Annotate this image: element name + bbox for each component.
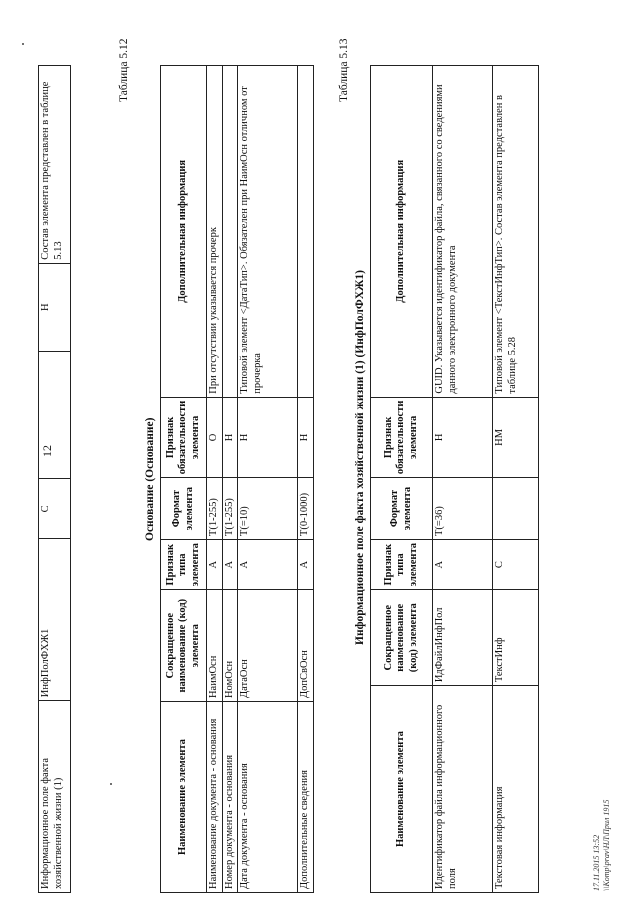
table-cell: При отсутствии указывается прочерк bbox=[207, 66, 223, 398]
table-cell: Дата документа - основания bbox=[238, 702, 298, 893]
table-cell: Типовой элемент <ТекстИнфТип>. Состав элемента представлен в таблице 5.28 bbox=[493, 66, 539, 398]
table-cell bbox=[493, 478, 539, 540]
table-cell: А bbox=[238, 540, 298, 590]
table-cell: А bbox=[298, 540, 314, 590]
table-cell: ДопСвОсн bbox=[298, 590, 314, 702]
element-name-cell: Информационное поле факта хозяйственной жизни (1) bbox=[39, 701, 71, 893]
element-format-cell bbox=[39, 351, 71, 479]
col-header: Формат элемента bbox=[371, 478, 433, 540]
table-cell: О bbox=[207, 397, 223, 478]
table-cell: Т(1-255) bbox=[222, 478, 238, 540]
table-5-12 bbox=[160, 65, 314, 893]
col-header: Признак обязательности элемента bbox=[371, 397, 433, 478]
table-cell: А bbox=[222, 540, 238, 590]
table-cell: Т(0-1000) bbox=[298, 478, 314, 540]
col-header: Дополнительная информация bbox=[161, 66, 207, 398]
col-header: Признак типа элемента bbox=[161, 540, 207, 590]
table-cell: Т(=10) bbox=[238, 478, 298, 540]
table-cell bbox=[222, 66, 238, 398]
stamp-date: 17.11.2015 13:52 bbox=[592, 834, 601, 891]
col-header: Сокращенное наименование (код) элемента bbox=[161, 590, 207, 702]
table-cell: GUID. Указывается идентификатор файла, связанного со сведениями данного электронного документа bbox=[433, 66, 493, 398]
col-header: Дополнительная информация bbox=[371, 66, 433, 398]
element-type-cell: С bbox=[39, 479, 71, 539]
table-title: Информационное поле факта хозяйственной жизни (1) (ИнфПолФХЖ1) bbox=[354, 270, 366, 645]
table-cell: Номер документа - основания bbox=[222, 702, 238, 893]
table-cell: Дополнительные сведения bbox=[298, 702, 314, 893]
page-number: 12 bbox=[40, 445, 54, 457]
col-header: Признак обязательности элемента bbox=[161, 397, 207, 478]
table-row bbox=[39, 66, 71, 893]
table-cell: НМ bbox=[493, 397, 539, 478]
scan-speck bbox=[22, 43, 24, 45]
table-cell: А bbox=[207, 540, 223, 590]
stamp-path: \\Komp\prav\НЛ\Прил 1915 bbox=[602, 799, 611, 891]
table-header-row bbox=[161, 66, 207, 893]
col-header: Формат элемента bbox=[161, 478, 207, 540]
table-row bbox=[222, 66, 238, 893]
scan-speck bbox=[110, 783, 112, 785]
table-cell: Н bbox=[222, 397, 238, 478]
table-cell: НомОсн bbox=[222, 590, 238, 702]
table-cell: ДатаОсн bbox=[238, 590, 298, 702]
table-cell: А bbox=[433, 540, 493, 590]
table-cell: НаимОсн bbox=[207, 590, 223, 702]
continuation-table bbox=[38, 65, 71, 893]
col-header: Наименование элемента bbox=[371, 686, 433, 893]
table-row bbox=[433, 66, 493, 893]
table-cell: Н bbox=[298, 397, 314, 478]
table-label: Таблица 5.13 bbox=[338, 38, 350, 102]
table-cell bbox=[298, 66, 314, 398]
table-cell: Н bbox=[238, 397, 298, 478]
table-label: Таблица 5.12 bbox=[118, 38, 130, 102]
table-cell: С bbox=[493, 540, 539, 590]
table-cell: Идентификатор файла информационного поля bbox=[433, 686, 493, 893]
element-req-cell: Н bbox=[39, 263, 71, 351]
table-title: Основание (Основание) bbox=[144, 417, 156, 541]
table-header-row bbox=[371, 66, 433, 893]
table-cell: Текстовая информация bbox=[493, 686, 539, 893]
table-cell: Н bbox=[433, 397, 493, 478]
col-header: Признак типа элемента bbox=[371, 540, 433, 590]
table-row bbox=[298, 66, 314, 893]
table-row bbox=[207, 66, 223, 893]
table-cell: ТекстИнф bbox=[493, 590, 539, 686]
table-cell: Типовой элемент <ДатаТип>. Обязателен при НаимОсн отличном от прочерка bbox=[238, 66, 298, 398]
table-5-13 bbox=[370, 65, 539, 893]
table-cell: Т(=36) bbox=[433, 478, 493, 540]
table-cell: Т(1-255) bbox=[207, 478, 223, 540]
element-info-cell: Состав элемента представлен в таблице 5.13 bbox=[39, 66, 71, 264]
col-header: Сокращенное наименование (код) элемента bbox=[371, 590, 433, 686]
file-stamp bbox=[592, 800, 612, 891]
table-row bbox=[493, 66, 539, 893]
table-row bbox=[238, 66, 298, 893]
table-cell: Наименование документа - основания bbox=[207, 702, 223, 893]
col-header: Наименование элемента bbox=[161, 702, 207, 893]
element-code-cell: ИнфПолФХЖ1 bbox=[39, 539, 71, 701]
table-cell: ИдФайлИнфПол bbox=[433, 590, 493, 686]
